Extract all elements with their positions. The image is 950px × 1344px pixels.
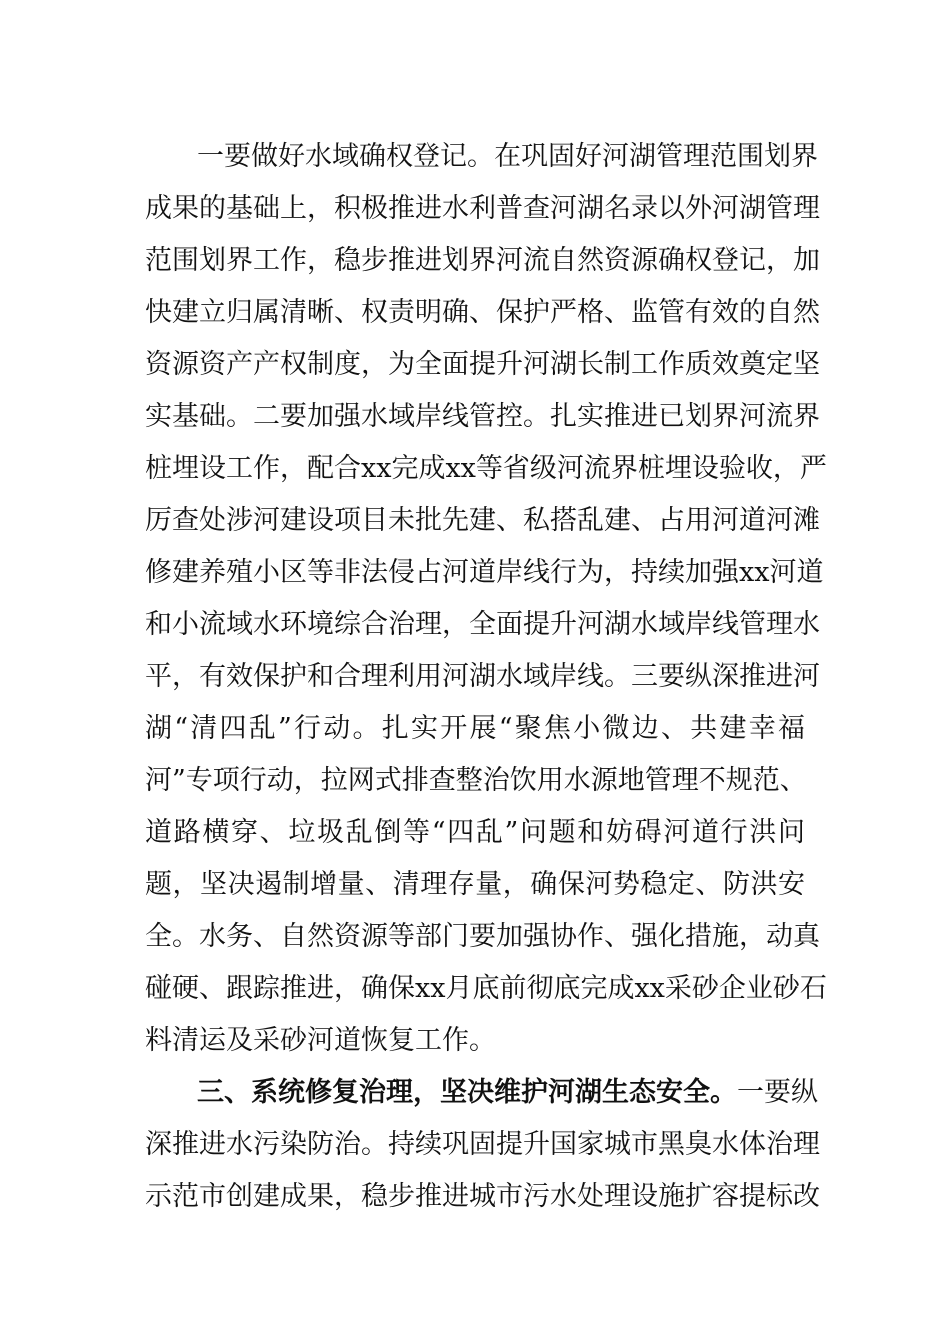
paragraph-line-continuation: 一要纵 (737, 1077, 818, 1108)
paragraph-line: 料清运及采砂河道恢复工作。 (145, 1025, 496, 1056)
document-body (145, 131, 827, 1223)
paragraph-line: 范围划界工作，稳步推进划界河流自然资源确权登记，加 (145, 245, 820, 276)
section-heading-line (145, 1067, 818, 1119)
paragraph-line: 资源资产产权制度，为全面提升河湖长制工作质效奠定坚 (145, 349, 820, 380)
paragraph-line: 示范市创建成果，稳步推进城市污水处理设施扩容提标改 (145, 1181, 820, 1212)
paragraph-line: 桩埋设工作，配合xx完成xx等省级河流界桩埋设验收，严 (145, 453, 827, 484)
paragraph-line: 平，有效保护和合理利用河湖水域岸线。三要纵深推进河 (145, 661, 820, 692)
paragraph-line: 碰硬、跟踪推进，确保xx月底前彻底完成xx采砂企业砂石 (145, 973, 827, 1004)
paragraph-line: 湖“清四乱”行动。扎实开展“聚焦小微边、共建幸福 (145, 713, 805, 744)
paragraph-line: 题，坚决遏制增量、清理存量，确保河势稳定、防洪安 (145, 869, 805, 900)
paragraph-line: 全。水务、自然资源等部门要加强协作、强化措施，动真 (145, 921, 820, 952)
paragraph-line: 成果的基础上，积极推进水利普查河湖名录以外河湖管理 (145, 193, 820, 224)
paragraph-line: 厉查处涉河建设项目未批先建、私搭乱建、占用河道河滩 (145, 505, 820, 536)
paragraph-line: 深推进水污染防治。持续巩固提升国家城市黑臭水体治理 (145, 1129, 820, 1160)
paragraph-line: 一要做好水域确权登记。在巩固好河湖管理范围划界 (197, 141, 818, 172)
paragraph-line: 修建养殖小区等非法侵占河道岸线行为，持续加强xx河道 (145, 557, 824, 588)
paragraph-line: 实基础。二要加强水域岸线管控。扎实推进已划界河流界 (145, 401, 820, 432)
paragraph-line: 道路横穿、垃圾乱倒等“四乱”问题和妨碍河道行洪问 (145, 817, 805, 848)
paragraph-line: 河”专项行动，拉网式排查整治饮用水源地管理不规范、 (145, 765, 807, 796)
section-heading: 三、系统修复治理，坚决维护河湖生态安全。 (197, 1077, 737, 1108)
paragraph-line: 快建立归属清晰、权责明确、保护严格、监管有效的自然 (145, 297, 820, 328)
paragraph-line: 和小流域水环境综合治理，全面提升河湖水域岸线管理水 (145, 609, 820, 640)
